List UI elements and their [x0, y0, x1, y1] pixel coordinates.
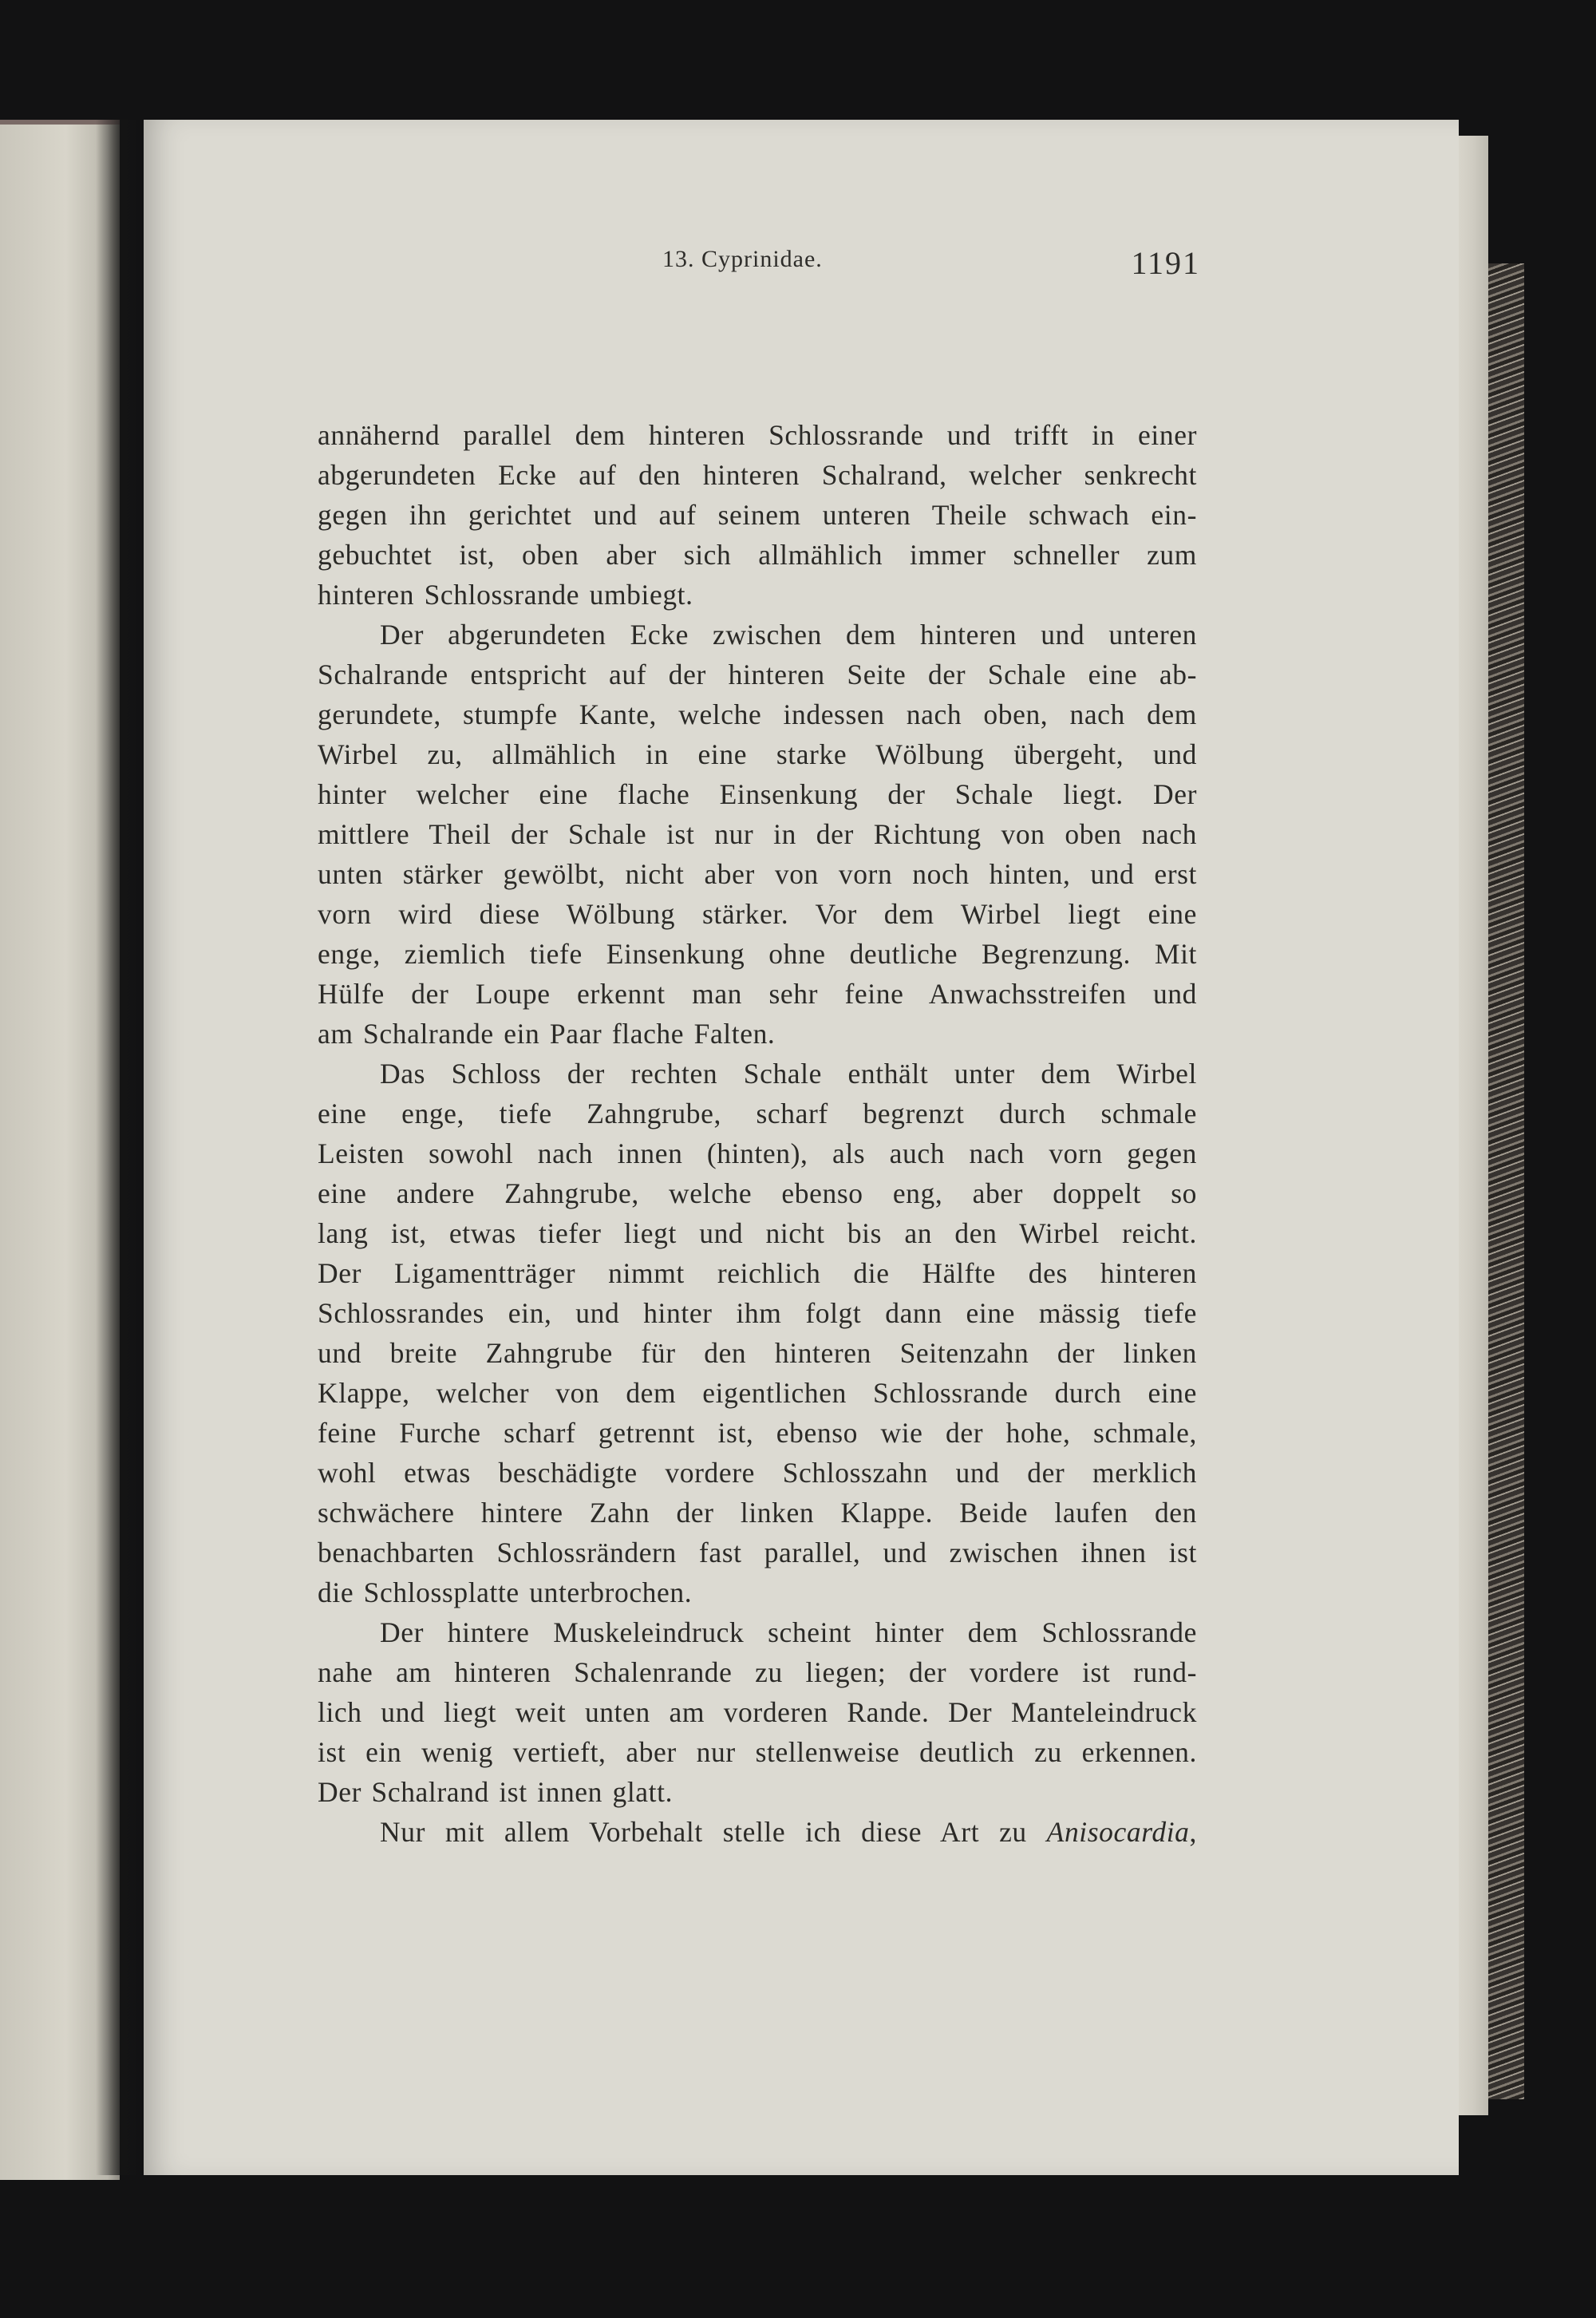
text-line: Der hintere Muskeleindruck scheint hinter dem Schlossrande — [380, 1616, 1197, 1648]
text-line-final — [318, 1812, 1197, 1852]
text-line: lang ist, etwas tiefer liegt und nicht bis an den Wirbel reicht. — [318, 1217, 1197, 1249]
text-line: eine enge, tiefe Zahngrube, scharf begrenzt durch schmale — [318, 1098, 1197, 1129]
text-line: wohl etwas beschädigte vordere Schlosszahn und der merklich — [318, 1457, 1197, 1489]
text-line: am Schalrande ein Paar flache Falten. — [318, 1018, 776, 1050]
book-cover-edge — [1488, 263, 1524, 2099]
text-line: annähernd parallel dem hinteren Schlossrande und trifft in einer — [318, 419, 1197, 451]
text-line: schwächere hintere Zahn der linken Klappe. Beide laufen den — [318, 1497, 1197, 1529]
text-line: benachbarten Schlossrändern fast parallel, und zwischen ihnen ist — [318, 1537, 1197, 1568]
text-line: Klappe, welcher von dem eigentlichen Schlossrande durch eine — [318, 1377, 1197, 1409]
text-line: gerundete, stumpfe Kante, welche indessen nach oben, nach dem — [318, 698, 1197, 730]
text-line: mittlere Theil der Schale ist nur in der Richtung von oben nach — [318, 818, 1197, 850]
text-line: nahe am hinteren Schalenrande zu liegen; der vordere ist rund- — [318, 1656, 1197, 1688]
text-line: Der Ligamentträger nimmt reichlich die Hälfte des hinteren — [318, 1257, 1197, 1289]
text-line: enge, ziemlich tiefe Einsenkung ohne deutliche Begrenzung. Mit — [318, 938, 1197, 970]
text-line: Schlossrandes ein, und hinter ihm folgt dann eine mässig tiefe — [318, 1297, 1197, 1329]
text-line: Der Schalrand ist innen glatt. — [318, 1776, 674, 1808]
text-line: Schalrande entspricht auf der hinteren Seite der Schale eine ab- — [318, 659, 1197, 690]
text-line: ist ein wenig vertieft, aber nur stellenweise deutlich zu erkennen. — [318, 1736, 1197, 1768]
running-head: 13. Cyprinidae. — [662, 246, 823, 272]
text-line: Das Schloss der rechten Schale enthält unter dem Wirbel — [380, 1058, 1197, 1090]
text-line: feine Furche scharf getrennt ist, ebenso wie der hohe, schmale, — [318, 1417, 1197, 1449]
page-stack-edge — [1456, 136, 1488, 2115]
text-line: abgerundeten Ecke auf den hinteren Schalrand, welcher senkrecht — [318, 459, 1197, 491]
text-line: und breite Zahngrube für den hinteren Seitenzahn der linken — [318, 1337, 1197, 1369]
text-line: unten stärker gewölbt, nicht aber von vorn noch hinten, und erst — [318, 858, 1197, 890]
final-line-text: Nur mit allem Vorbehalt stelle ich diese Art zu — [380, 1816, 1047, 1848]
text-line: gegen ihn gerichtet und auf seinem unteren Theile schwach ein- — [318, 499, 1197, 531]
body-text — [318, 415, 1197, 1852]
text-line: lich und liegt weit unten am vorderen Rande. Der Manteleindruck — [318, 1696, 1197, 1728]
text-line: Wirbel zu, allmählich in eine starke Wölbung übergeht, und — [318, 738, 1197, 770]
page-header — [319, 239, 1213, 287]
genus-name-italic: Anisocardia — [1046, 1816, 1190, 1848]
text-line: gebuchtet ist, oben aber sich allmählich immer schneller zum — [318, 539, 1197, 571]
text-line: vorn wird diese Wölbung stärker. Vor dem Wirbel liegt eine — [318, 898, 1197, 930]
text-line: Hülfe der Loupe erkennt man sehr feine Anwachsstreifen und — [318, 978, 1197, 1010]
text-line: hinteren Schlossrande umbiegt. — [318, 579, 693, 611]
text-line: Der abgerundeten Ecke zwischen dem hinteren und unteren — [380, 619, 1197, 651]
page-number: 1191 — [1131, 245, 1200, 281]
text-line: eine andere Zahngrube, welche ebenso eng, aber doppelt so — [318, 1177, 1197, 1209]
text-line: hinter welcher eine flache Einsenkung der Schale liegt. Der — [318, 778, 1197, 810]
final-line-punctuation: , — [1189, 1816, 1197, 1848]
text-line: Leisten sowohl nach innen (hinten), als auch nach vorn gegen — [318, 1137, 1197, 1169]
book-gutter-shadow — [96, 120, 144, 2175]
text-line: die Schlossplatte unterbrochen. — [318, 1576, 693, 1608]
